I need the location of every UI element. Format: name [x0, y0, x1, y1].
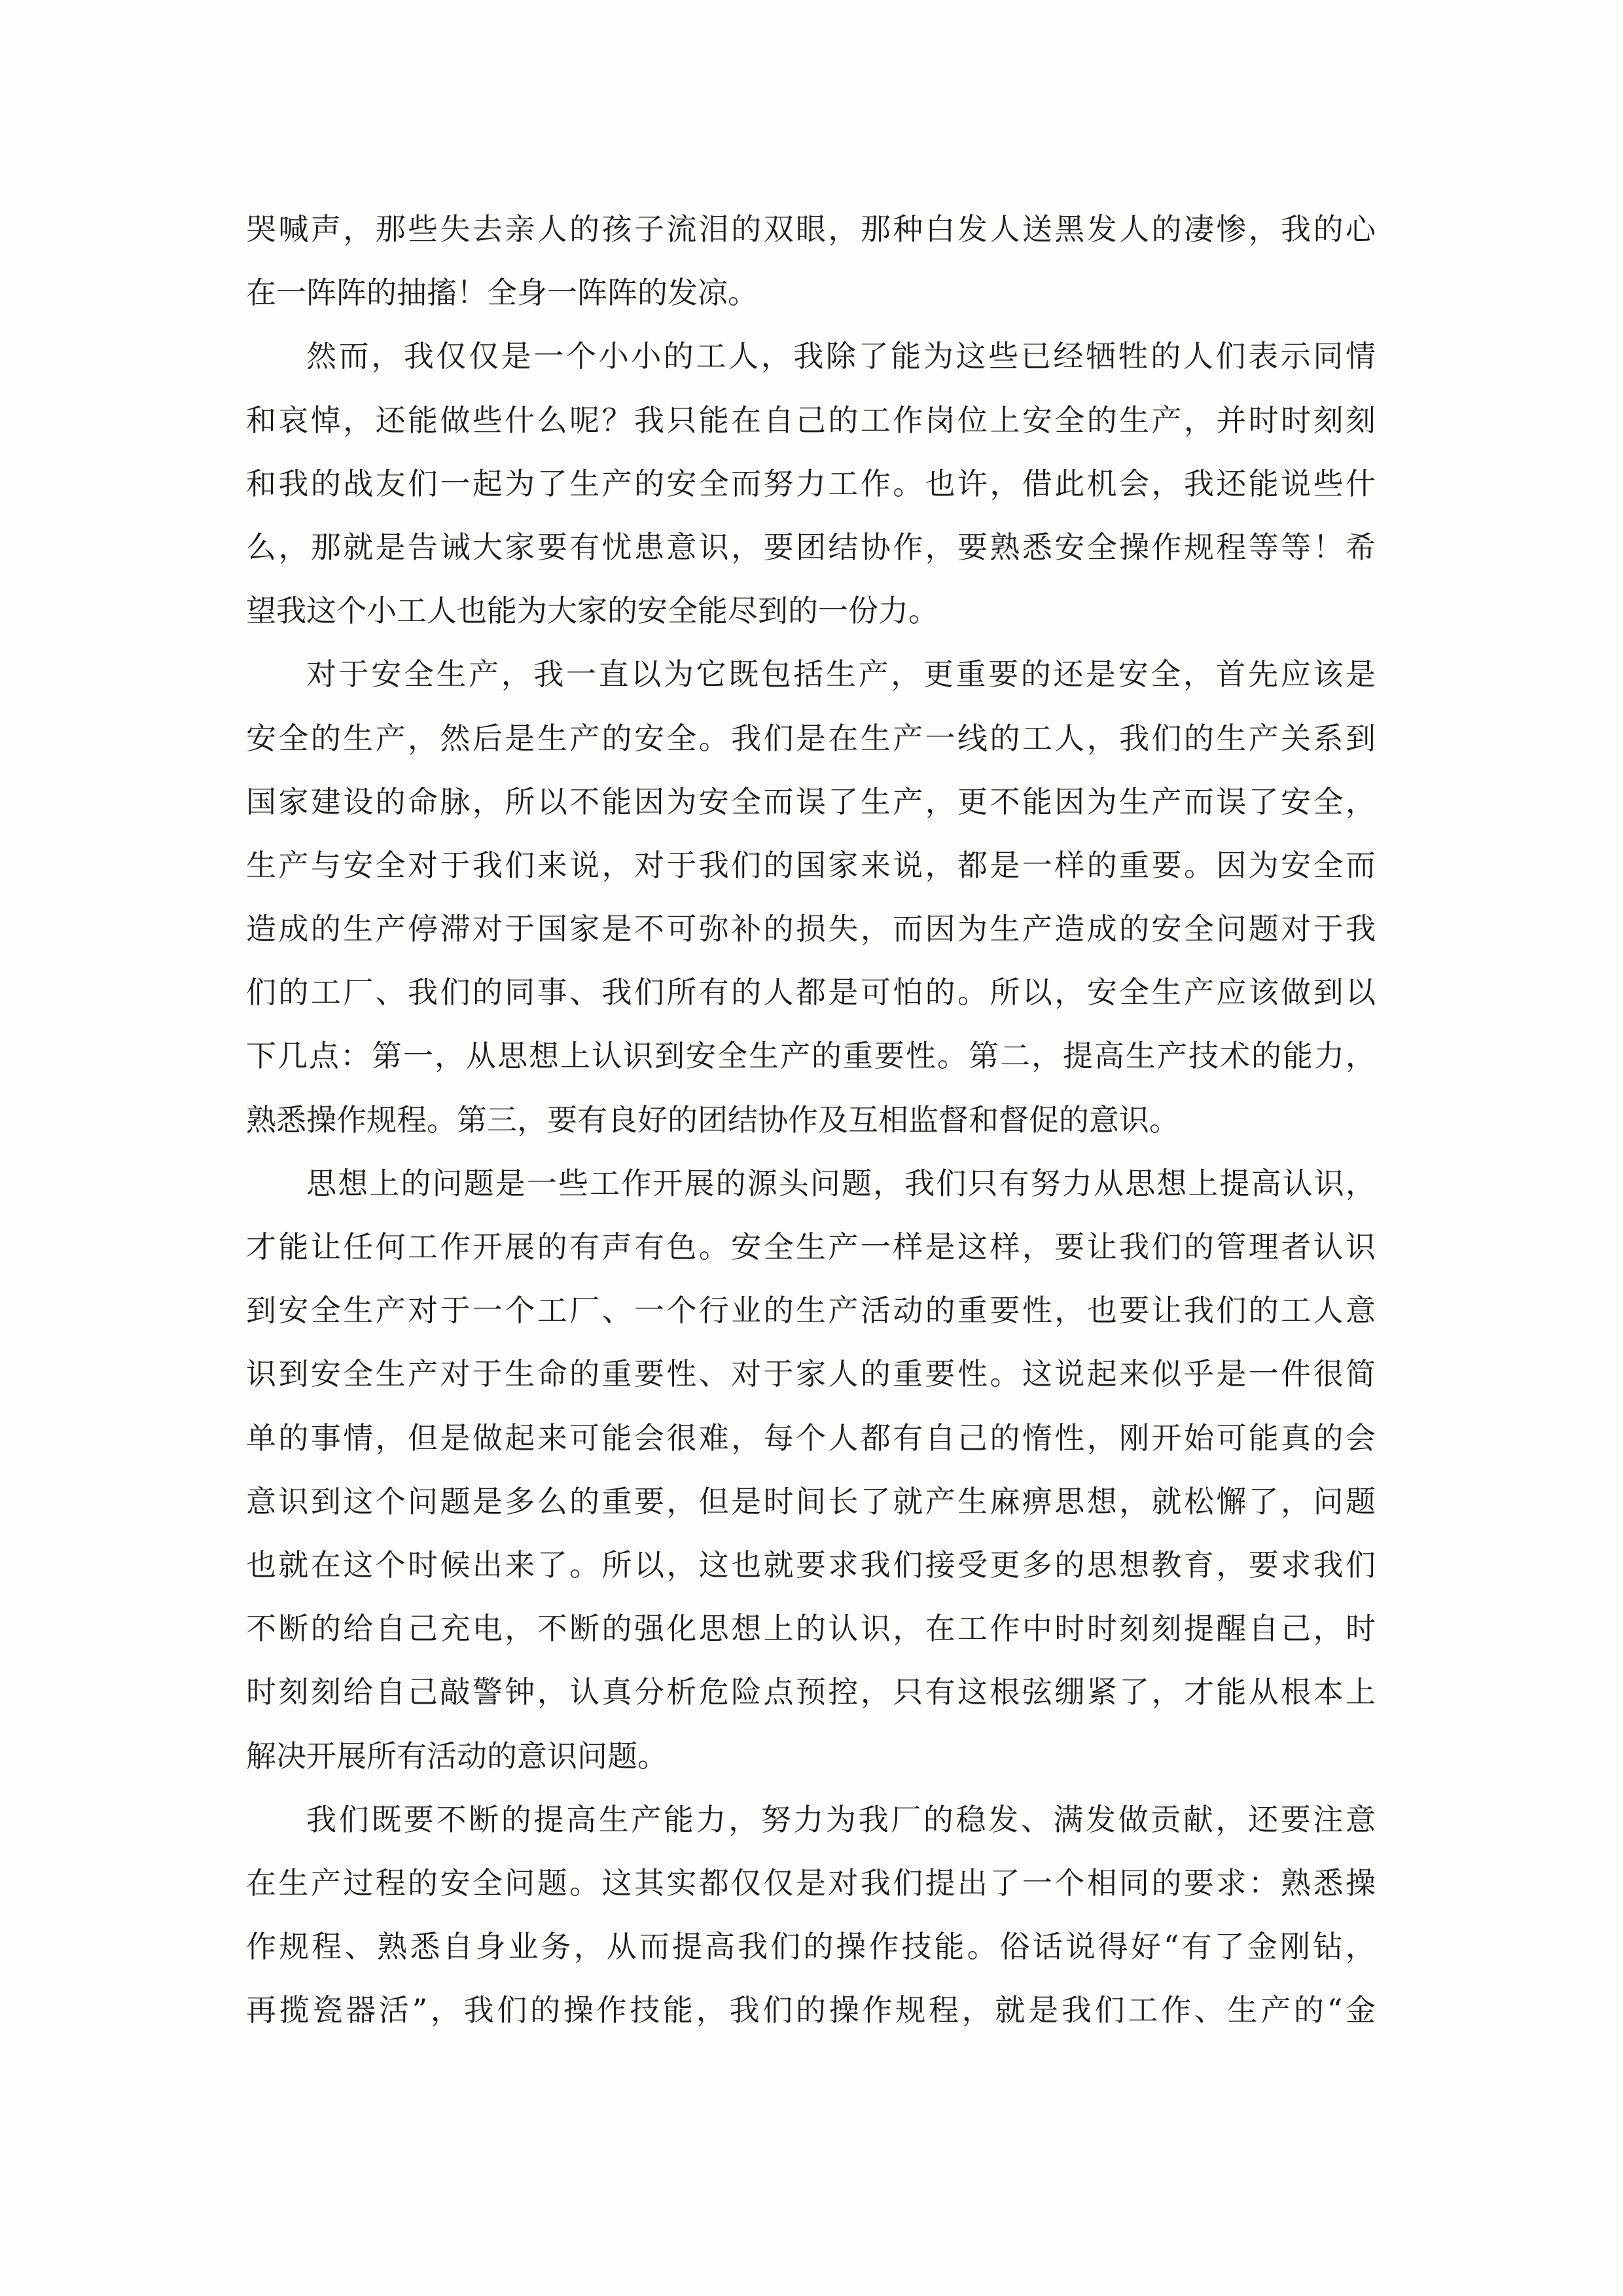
text-line: 再揽瓷器活”，我们的操作技能，我们的操作规程，就是我们工作、生产的“金: [246, 1992, 1376, 2028]
paragraph: [246, 1152, 1376, 1788]
text-line: 么，那就是告诫大家要有忧患意识，要团结协作，要熟悉安全操作规程等等！希: [246, 529, 1376, 565]
text-line: 识到安全生产对于生命的重要性、对于家人的重要性。这说起来似乎是一件很简: [246, 1356, 1376, 1392]
text-line: 生产与安全对于我们来说，对于我们的国家来说，都是一样的重要。因为安全而: [246, 847, 1376, 883]
text-line: 望我这个小工人也能为大家的安全能尽到的一份力。: [246, 593, 938, 629]
text-line: 意识到这个问题是多么的重要，但是时间长了就产生麻痹思想，就松懈了，问题: [246, 1483, 1376, 1519]
paragraph: [246, 1788, 1376, 2043]
text-line: 国家建设的命脉，所以不能因为安全而误了生产，更不能因为生产而误了安全，: [246, 783, 1376, 819]
text-line: 熟悉操作规程。第三，要有良好的团结协作及互相监督和督促的意识。: [246, 1102, 1179, 1138]
text-line: 时刻刻给自己敲警钟，认真分析危险点预控，只有这根弦绷紧了，才能从根本上: [246, 1674, 1376, 1710]
text-line: 才能让任何工作开展的有声有色。安全生产一样是这样，要让我们的管理者认识: [246, 1229, 1376, 1265]
text-line: 我们既要不断的提高生产能力，努力为我厂的稳发、满发做贡献，还要注意: [306, 1801, 1376, 1837]
text-line: 对于安全生产，我一直以为它既包括生产，更重要的还是安全，首先应该是: [306, 656, 1376, 692]
text-line: 安全的生产，然后是生产的安全。我们是在生产一线的工人，我们的生产关系到: [246, 720, 1376, 756]
text-line: 到安全生产对于一个工厂、一个行业的生产活动的重要性，也要让我们的工人意: [246, 1293, 1376, 1329]
text-line: 下几点：第一，从思想上认识到安全生产的重要性。第二，提高生产技术的能力，: [246, 1038, 1376, 1074]
text-line: 单的事情，但是做起来可能会很难，每个人都有自己的惰性，刚开始可能真的会: [246, 1420, 1376, 1456]
text-line: 也就在这个时候出来了。所以，这也就要求我们接受更多的思想教育，要求我们: [246, 1547, 1376, 1583]
text-line: 在生产过程的安全问题。这其实都仅仅是对我们提出了一个相同的要求：熟悉操: [246, 1865, 1376, 1901]
document-body: [246, 198, 1376, 2042]
text-line: 在一阵阵的抽搐！全身一阵阵的发凉。: [246, 275, 758, 311]
text-line: 思想上的问题是一些工作开展的源头问题，我们只有努力从思想上提高认识，: [306, 1165, 1376, 1201]
text-line: 们的工厂、我们的同事、我们所有的人都是可怕的。所以，安全生产应该做到以: [246, 975, 1376, 1011]
paragraph-continued: [246, 198, 1376, 325]
text-line: 然而，我仅仅是一个小小的工人，我除了能为这些已经牺牲的人们表示同情: [306, 338, 1376, 374]
text-line: 作规程、熟悉自身业务，从而提高我们的操作技能。俗话说得好“有了金刚钻，: [246, 1929, 1376, 1965]
paragraph: [246, 325, 1376, 643]
text-line: 造成的生产停滞对于国家是不可弥补的损失，而因为生产造成的安全问题对于我: [246, 911, 1376, 947]
text-line: 解决开展所有活动的意识问题。: [246, 1738, 668, 1774]
text-line: 和我的战友们一起为了生产的安全而努力工作。也许，借此机会，我还能说些什: [246, 465, 1376, 501]
text-line: 不断的给自己充电，不断的强化思想上的认识，在工作中时时刻刻提醒自己，时: [246, 1611, 1376, 1647]
text-line: 哭喊声，那些失去亲人的孩子流泪的双眼，那种白发人送黑发人的凄惨，我的心: [246, 211, 1376, 247]
text-line: 和哀悼，还能做些什么呢？我只能在自己的工作岗位上安全的生产，并时时刻刻: [246, 402, 1376, 438]
paragraph: [246, 643, 1376, 1152]
